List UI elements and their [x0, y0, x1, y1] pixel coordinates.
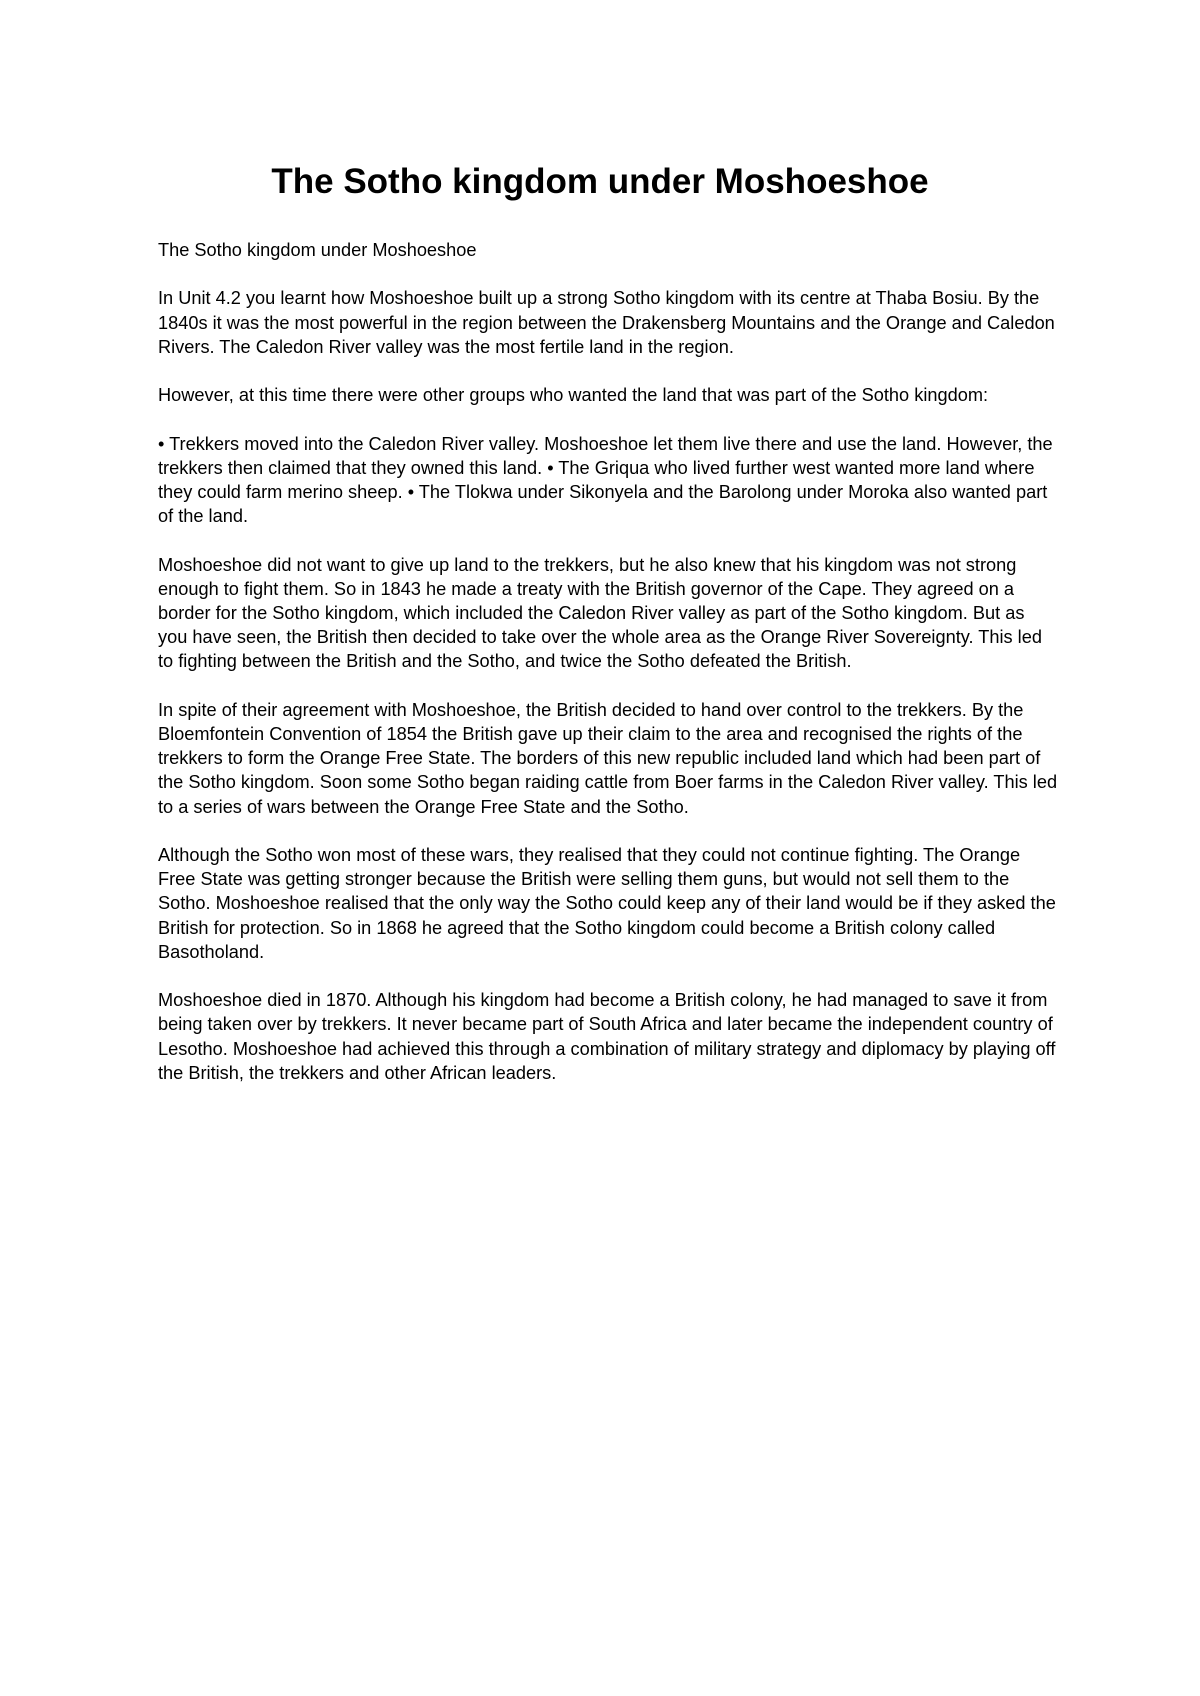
paragraph-intro: In Unit 4.2 you learnt how Moshoeshoe built up a strong Sotho kingdom with its centre at Thaba Bosiu. By the 1840s it was the most powerful in the region between the Drakensberg Mountains and the Orange and Caledon Rivers. The Caledon River valley was the most fertile land in the region.: [158, 288, 1055, 357]
paragraph-treaty: Moshoeshoe did not want to give up land to the trekkers, but he also knew that his kingdom was not strong enough to fight them. So in 1843 he made a treaty with the British governor of the Cape. They agreed on a border for the Sotho kingdom, which included the Caledon River valley as part of the Sotho kingdom. But as you have seen, the British then decided to take over the whole area as the Orange River Sovereignty. This led to fighting between the British and the Sotho, and twice the Sotho defeated the British.: [158, 554, 1042, 672]
paragraph-british-protection: Although the Sotho won most of these wars, they realised that they could not continue fighting. The Orange Free State was getting stronger because the British were selling them guns, but would not sell them to the Sotho. Moshoeshoe realised that the only way the Sotho could keep any of their land would be if they asked the British for protection. So in 1868 he agreed that the Sotho kingdom could become a British colony called Basotholand.: [158, 844, 1056, 962]
paragraph-other-groups: However, at this time there were other groups who wanted the land that was part of the Sotho kingdom:: [158, 385, 989, 406]
paragraph-bloemfontein-convention: In spite of their agreement with Moshoeshoe, the British decided to hand over control to the trekkers. By the Bloemfontein Convention of 1854 the British gave up their claim to the area and recognised the rights of the trekkers to form the Orange Free State. The borders of this new republic included land which had been part of the Sotho kingdom. Soon some Sotho began raiding cattle from Boer farms in the Caledon River valley. This led to a series of wars between the Orange Free State and the Sotho.: [158, 699, 1058, 817]
document-body: [158, 238, 1058, 1109]
paragraph-conclusion: Moshoeshoe died in 1870. Although his kingdom had become a British colony, he had managed to save it from being taken over by trekkers. It never became part of South Africa and later became the independent country of Lesotho. Moshoeshoe had achieved this through a combination of military strategy and diplomacy by playing off the British, the trekkers and other African leaders.: [158, 990, 1056, 1083]
document-subtitle: The Sotho kingdom under Moshoeshoe: [158, 240, 477, 260]
document-title: The Sotho kingdom under Moshoeshoe: [271, 162, 929, 201]
paragraph-groups-list: • Trekkers moved into the Caledon River valley. Moshoeshoe let them live there and use the land. However, the trekkers then claimed that they owned this land. • The Griqua who lived further west wanted more land where they could farm merino sheep. • The Tlokwa under Sikonyela and the Barolong under Moroka also wanted part of the land.: [158, 433, 1053, 527]
